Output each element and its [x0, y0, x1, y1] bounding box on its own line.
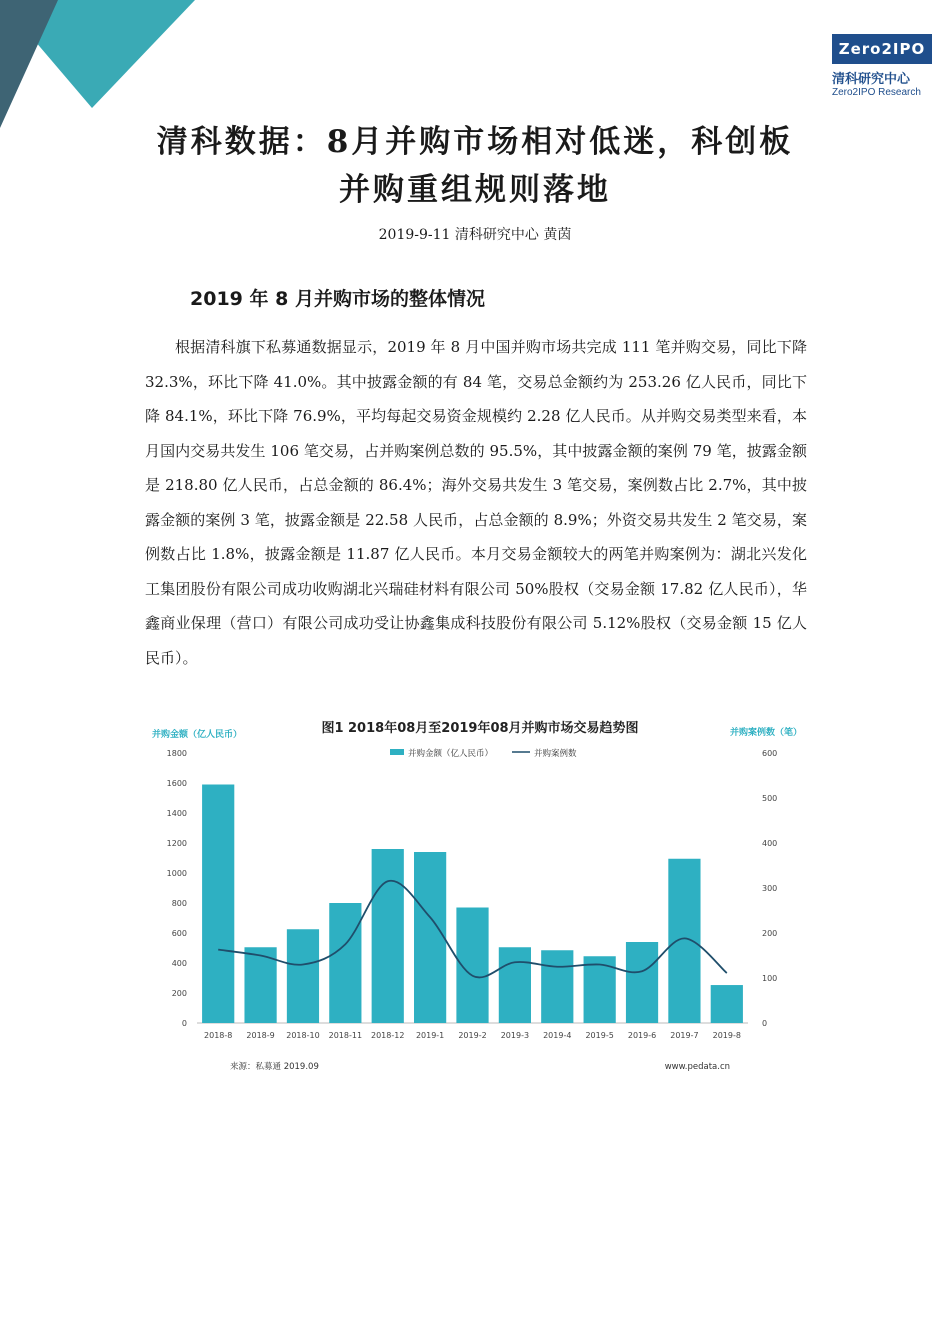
x-tick-label: 2018-12	[371, 1031, 405, 1040]
left-tick-label: 800	[171, 899, 187, 908]
left-tick-label: 400	[171, 959, 187, 968]
x-tick-label: 2019-6	[627, 1031, 657, 1040]
right-tick-label: 100	[762, 974, 778, 983]
bar-2018-11	[329, 903, 361, 1023]
left-tick-label: 600	[171, 929, 187, 938]
article-byline: 2019-9-11 清科研究中心 黄茵	[378, 227, 572, 243]
left-axis-label: 并购金额（亿人民币）	[152, 730, 243, 740]
right-tick-label: 300	[762, 884, 778, 893]
x-tick-label: 2018-10	[286, 1031, 320, 1040]
x-tick-label: 2019-2	[458, 1031, 487, 1040]
bar-2019-3	[499, 947, 531, 1023]
chart-source: 来源：私募通 2019.09	[230, 1062, 319, 1072]
bar-2019-7	[668, 859, 700, 1023]
x-tick-label: 2019-4	[543, 1031, 572, 1040]
bar-2019-8	[711, 985, 743, 1023]
chart-title: 图1 2018年08月至2019年08月并购市场交易趋势图	[321, 721, 639, 736]
legend-bar-label: 并购金额（亿人民币）	[408, 749, 494, 759]
x-tick-label: 2018-8	[204, 1031, 233, 1040]
bar-2018-12	[372, 849, 404, 1023]
x-tick-label: 2019-1	[415, 1031, 445, 1040]
right-tick-label: 400	[762, 839, 778, 848]
logo-name-en: Zero2IPO Research	[832, 87, 921, 98]
bar-2019-6	[626, 942, 658, 1023]
bar-2019-1	[414, 852, 446, 1023]
zero2ipo-logo	[832, 34, 932, 98]
left-tick-label: 1600	[166, 779, 187, 788]
bar-2018-8	[202, 785, 234, 1024]
x-tick-label: 2019-8	[712, 1031, 741, 1040]
left-tick-label: 200	[171, 989, 187, 998]
x-tick-label: 2019-3	[500, 1031, 530, 1040]
ma-trend-chart	[140, 712, 820, 1082]
right-tick-label: 500	[762, 794, 778, 803]
x-tick-label: 2019-7	[670, 1031, 699, 1040]
article-title: 清科数据：8月并购市场相对低迷，科创板并购重组规则落地	[156, 124, 794, 208]
corner-decoration	[0, 0, 200, 130]
right-tick-label: 200	[762, 929, 778, 938]
left-tick-label: 1200	[166, 839, 187, 848]
legend-bar-swatch	[390, 749, 404, 755]
x-tick-label: 2019-5	[585, 1031, 614, 1040]
right-tick-label: 0	[762, 1019, 768, 1028]
chart-site: www.pedata.cn	[664, 1062, 730, 1072]
left-tick-label: 1800	[166, 749, 187, 758]
left-tick-label: 0	[181, 1019, 187, 1028]
legend-line-label: 并购案例数	[534, 749, 577, 759]
logo-name-cn: 清科研究中心	[832, 72, 911, 87]
body-paragraph: 根据清科旗下私募通数据显示，2019 年 8 月中国并购市场共完成 111 笔并购交易，同比下降 32.3%，环比下降 41.0%。其中披露金额的有 84 笔，交易总金额约为 253.26 亿人民币，同比下降 84.1%，环比下降 76.9%，平均每起交易资金规模约 2.28 亿人民币。从并购交易类型来看，本月国内交易共发生 106 笔交易，占并购案例总数的 95.5%，其中披露金额的案例 79 笔，披露金额是 218.80 亿人民币，占总金额的 86.4%；海外交易共发生 3 笔交易，案例数占比 2.7%，其中披露金额的案例 3 笔，披露金额是 22.58 人民币，占总金额的 8.9%；外资交易共发生 2 笔交易，案例数占比 1.8%，披露金额是 11.87 亿人民币。本月交易金额较大的两笔并购案例为：湖北兴发化工集团股份有限公司成功收购湖北兴瑞硅材料有限公司 50%股权（交易金额 17.82 亿人民币），华鑫商业保理（营口）有限公司成功受让协鑫集成科技股份有限公司 5.12%股权（交易金额 15 亿人民币）。	[145, 338, 807, 667]
right-axis-label: 并购案例数（笔）	[729, 728, 802, 738]
right-tick-label: 600	[762, 749, 778, 758]
x-tick-label: 2018-9	[246, 1031, 275, 1040]
left-tick-label: 1400	[166, 809, 187, 818]
bar-2018-10	[287, 929, 319, 1023]
bar-2019-4	[541, 950, 573, 1023]
section-heading: 2019 年 8 月并购市场的整体情况	[190, 288, 485, 310]
left-tick-label: 1000	[166, 869, 187, 878]
x-tick-label: 2018-11	[328, 1031, 363, 1040]
logo-mark: Zero2IPO	[832, 34, 932, 64]
